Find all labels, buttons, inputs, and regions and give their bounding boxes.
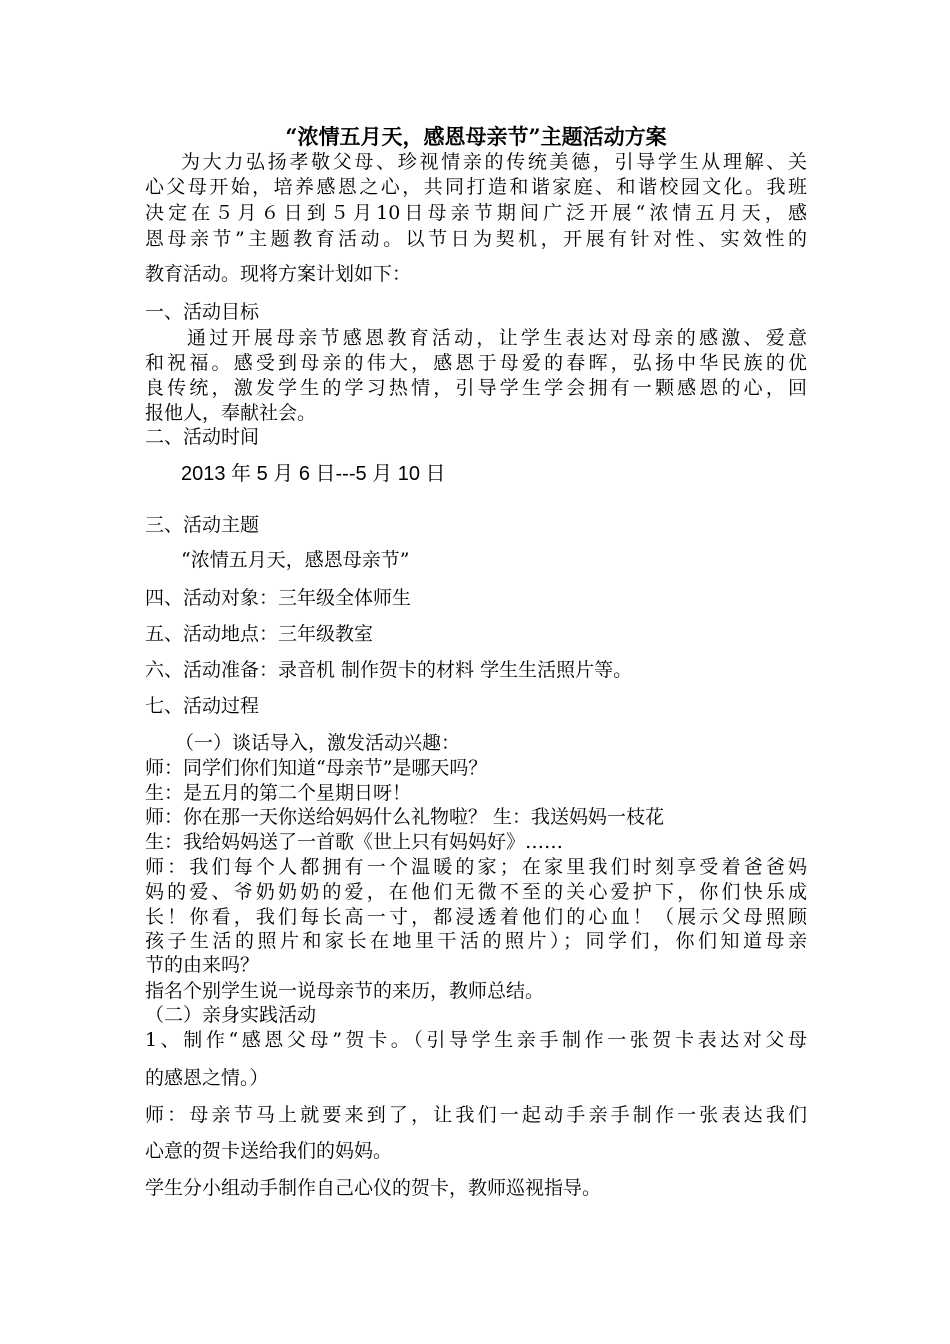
activity-date: 2013 年 5 月 6 日---5 月 10 日 <box>181 463 446 485</box>
summary-line: 指名个别学生说一说母亲节的来历，教师总结。 <box>145 980 545 1002</box>
section-heading-theme: 三、活动主题 <box>145 514 260 536</box>
teacher-line: 妈的爱、爷奶奶奶的爱，在他们无微不至的关心爱护下，你们快乐成 <box>145 881 807 903</box>
teacher-line: 长！你看，我们每长高一寸，都浸透着他们的心血！（展示父母照顾 <box>145 906 807 928</box>
teacher-line: 节的由来吗？ <box>145 954 260 976</box>
dialog-line: 师：同学们你们知道“母亲节”是哪天吗？ <box>145 757 488 779</box>
activity-preparation: 六、活动准备：录音机 制作贺卡的材料 学生生活照片等。 <box>145 659 633 681</box>
activity-target: 四、活动对象：三年级全体师生 <box>145 587 412 609</box>
intro-line: 恩母亲节”主题教育活动。以节日为契机，开展有针对性、实效性的 <box>145 228 807 250</box>
goals-line: 报他人，奉献社会。 <box>145 402 317 424</box>
teacher-line: 孩子生活的照片和家长在地里干活的照片）；同学们，你们知道母亲 <box>145 930 807 952</box>
activity-location: 五、活动地点：三年级教室 <box>145 623 374 645</box>
item-1-line: 1、制作“感恩父母”贺卡。（引导学生亲手制作一张贺卡表达对父母 <box>145 1029 807 1051</box>
teacher-2-line: 心意的贺卡送给我们的妈妈。 <box>145 1140 393 1162</box>
process-part-1-heading: （一）谈话导入，激发活动兴趣： <box>175 732 461 754</box>
section-heading-process: 七、活动过程 <box>145 695 260 717</box>
teacher-line: 师：我们每个人都拥有一个温暖的家；在家里我们时刻享受着爸爸妈 <box>145 856 807 878</box>
item-1-line: 的感恩之情。） <box>145 1067 269 1089</box>
goals-line: 通过开展母亲节感恩教育活动，让学生表达对母亲的感激、爱意 <box>187 327 807 349</box>
process-part-2-heading: （二）亲身实践活动 <box>145 1004 317 1026</box>
section-heading-goals: 一、活动目标 <box>145 301 260 323</box>
dialog-line: 师：你在那一天你送给妈妈什么礼物啦？ 生：我送妈妈一枝花 <box>145 806 665 828</box>
dialog-line: 生：我给妈妈送了一首歌《世上只有妈妈好》…… <box>145 831 564 853</box>
goals-line: 良传统，激发学生的学习热情，引导学生学会拥有一颗感恩的心，回 <box>145 377 807 399</box>
intro-line: 为大力弘扬孝敬父母、珍视情亲的传统美德，引导学生从理解、关 <box>181 151 807 173</box>
dialog-line: 生：是五月的第二个星期日呀！ <box>145 782 412 804</box>
goals-line: 和祝福。感受到母亲的伟大，感恩于母爱的春晖，弘扬中华民族的优 <box>145 352 807 374</box>
teacher-2-line: 师：母亲节马上就要来到了，让我们一起动手亲手制作一张表达我们 <box>145 1104 807 1126</box>
activity-theme: “浓情五月天，感恩母亲节” <box>181 549 410 571</box>
document-title: “浓情五月天，感恩母亲节”主题活动方案 <box>285 124 667 149</box>
intro-line: 心父母开始，培养感恩之心，共同打造和谐家庭、和谐校园文化。我班 <box>145 176 807 198</box>
intro-line: 决定在５月６日到５月10日母亲节期间广泛开展“浓情五月天，感 <box>145 202 807 224</box>
section-heading-time: 二、活动时间 <box>145 426 260 448</box>
last-line: 学生分小组动手制作自己心仪的贺卡，教师巡视指导。 <box>145 1177 602 1199</box>
intro-line: 教育活动。现将方案计划如下： <box>145 263 412 285</box>
